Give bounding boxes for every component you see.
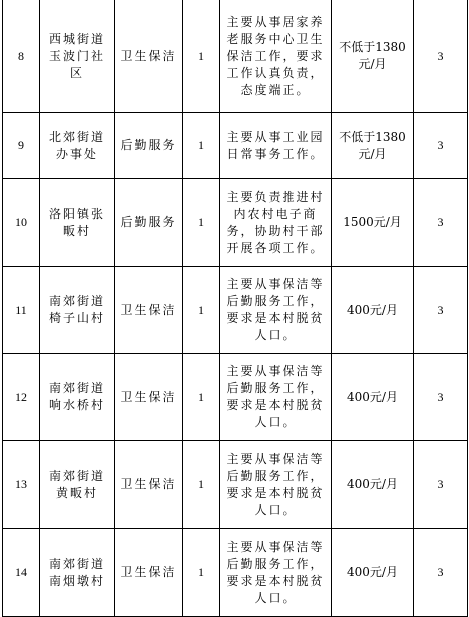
row-number: 11 (3, 267, 40, 354)
job-type: 卫生保洁 (115, 354, 183, 441)
table-row (3, 267, 468, 354)
job-requirement: 主要从事居家养老服务中心卫生保洁工作，要求工作认真负责，态度端正。 (220, 0, 332, 113)
last-column-value: 3 (414, 529, 468, 617)
job-type: 卫生保洁 (115, 0, 183, 113)
employer-name: 洛阳镇张畈村 (40, 179, 115, 267)
salary: 400元/月 (332, 267, 414, 354)
positions-count: 1 (183, 441, 220, 529)
last-column-value: 3 (414, 113, 468, 179)
salary: 400元/月 (332, 354, 414, 441)
employer-name: 西城街道玉波门社区 (40, 0, 115, 113)
job-table (2, 0, 468, 617)
job-requirement: 主要从事保洁等后勤服务工作，要求是本村脱贫人口。 (220, 354, 332, 441)
job-requirement: 主要负责推进村内农村电子商务，协助村干部开展各项工作。 (220, 179, 332, 267)
employer-name: 南郊街道椅子山村 (40, 267, 115, 354)
table-row (3, 354, 468, 441)
last-column-value: 3 (414, 179, 468, 267)
table-row (3, 529, 468, 617)
positions-count: 1 (183, 0, 220, 113)
row-number: 9 (3, 113, 40, 179)
table-row (3, 441, 468, 529)
employer-name: 北郊街道办事处 (40, 113, 115, 179)
job-type: 卫生保洁 (115, 441, 183, 529)
positions-count: 1 (183, 529, 220, 617)
positions-count: 1 (183, 354, 220, 441)
last-column-value: 3 (414, 441, 468, 529)
positions-count: 1 (183, 179, 220, 267)
job-requirement: 主要从事工业园日常事务工作。 (220, 113, 332, 179)
row-number: 12 (3, 354, 40, 441)
salary: 不低于1380元/月 (332, 113, 414, 179)
employer-name: 南郊街道响水桥村 (40, 354, 115, 441)
row-number: 10 (3, 179, 40, 267)
salary: 1500元/月 (332, 179, 414, 267)
row-number: 13 (3, 441, 40, 529)
last-column-value: 3 (414, 0, 468, 113)
positions-count: 1 (183, 113, 220, 179)
employer-name: 南郊街道黄畈村 (40, 441, 115, 529)
last-column-value: 3 (414, 354, 468, 441)
job-type: 卫生保洁 (115, 529, 183, 617)
last-column-value: 3 (414, 267, 468, 354)
table-row (3, 113, 468, 179)
employer-name: 南郊街道南烟墩村 (40, 529, 115, 617)
row-number: 8 (3, 0, 40, 113)
job-type: 卫生保洁 (115, 267, 183, 354)
table-row (3, 179, 468, 267)
table-row (3, 0, 468, 113)
job-requirement: 主要从事保洁等后勤服务工作，要求是本村脱贫人口。 (220, 441, 332, 529)
salary: 不低于1380元/月 (332, 0, 414, 113)
salary: 400元/月 (332, 529, 414, 617)
job-type: 后勤服务 (115, 113, 183, 179)
job-requirement: 主要从事保洁等后勤服务工作，要求是本村脱贫人口。 (220, 529, 332, 617)
row-number: 14 (3, 529, 40, 617)
salary: 400元/月 (332, 441, 414, 529)
positions-count: 1 (183, 267, 220, 354)
job-type: 后勤服务 (115, 179, 183, 267)
job-requirement: 主要从事保洁等后勤服务工作，要求是本村脱贫人口。 (220, 267, 332, 354)
